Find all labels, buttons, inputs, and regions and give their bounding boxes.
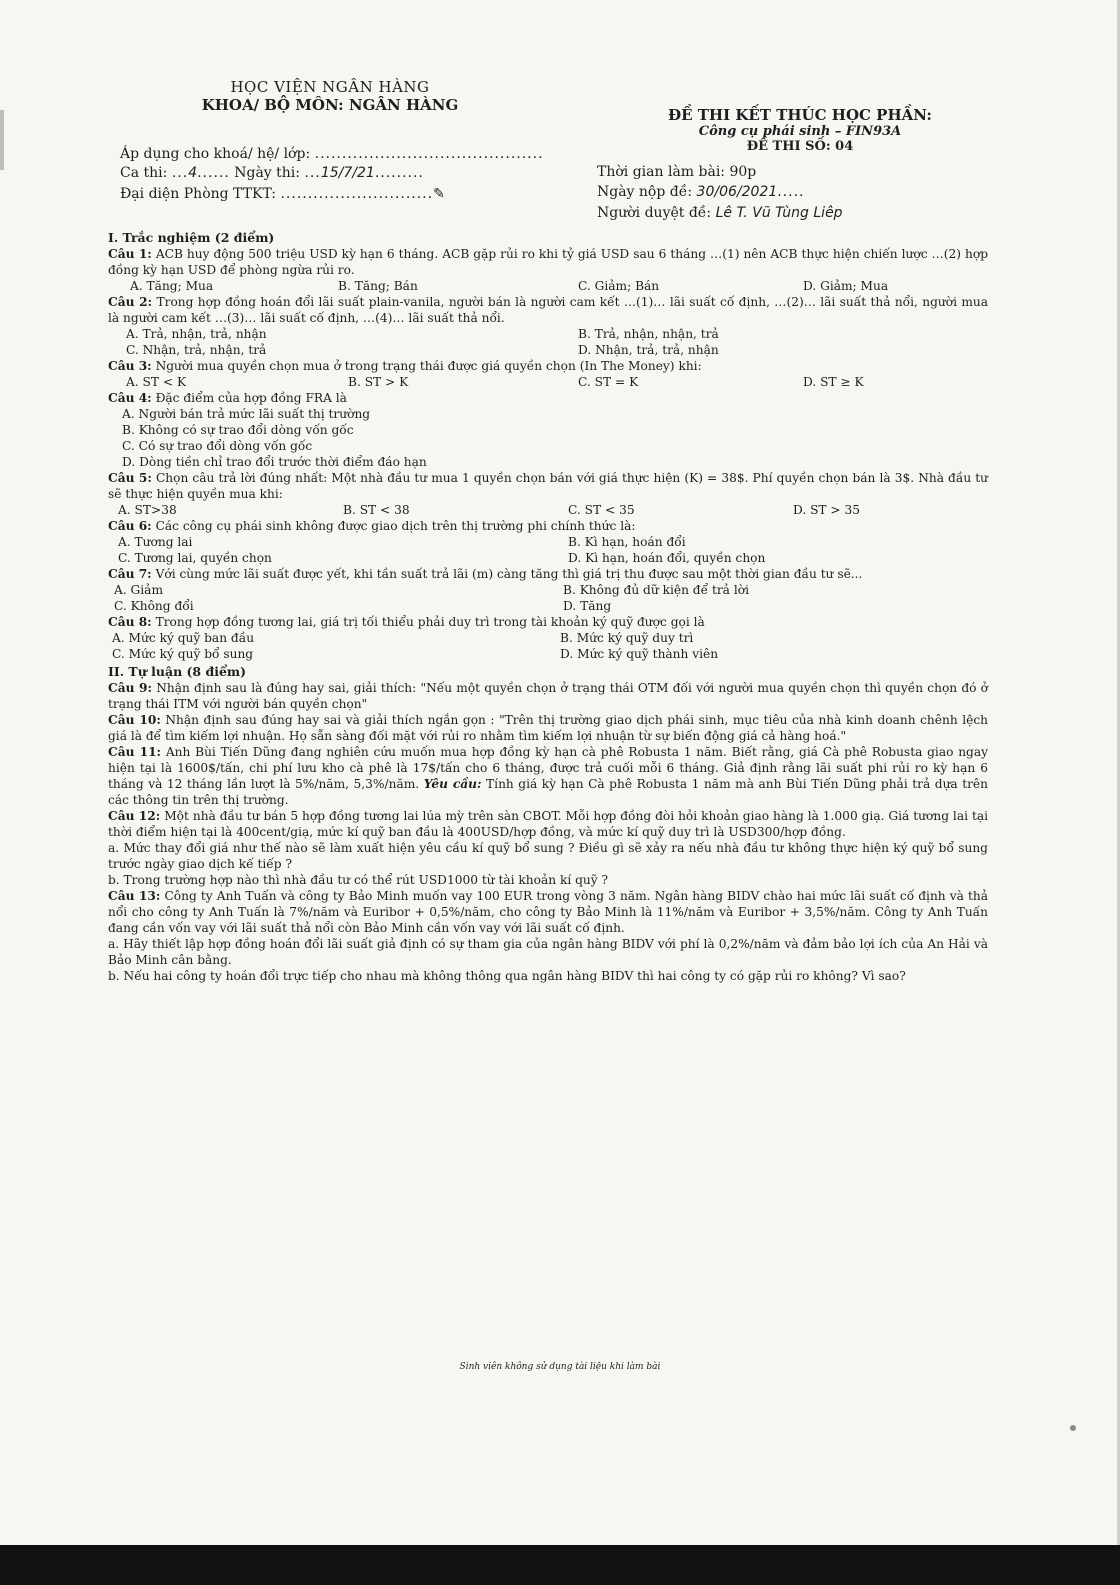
question-9: Câu 9: Nhận định sau là đúng hay sai, giải thích: "Nếu một quyền chọn ở trạng thái OTM đối với người mua quyền chọn thì quyền chọn đó ở trạng thái ITM với người bán quyền chọn" — [108, 681, 989, 711]
faculty-name: KHOA/ BỘ MÔN: NGÂN HÀNG — [201, 96, 459, 114]
question-13: Câu 13: Công ty Anh Tuấn và công ty Bảo Minh muốn vay 100 EUR trong vòng 3 năm. Ngân hàng BIDV chào hai mức lãi suất cố định và thả nổi cho công ty Anh Tuấn là 7%/năm và Euribor + 0,5%/năm, cho công ty Bảo Minh là 11%/năm và Euribor + 3,5%/năm. Công ty Anh Tuấn đang cần vốn vay với lãi suất thả nổi còn Bảo Minh cần vốn vay với lãi suất cố định. a. Hãy thiết lập hợp đồng hoán đổi lãi suất giả định có sự tham gia của ngân hàng BIDV với phí là 0,2%/năm và đảm bảo lợi ích của An Hải và Bảo Minh cân bằng. b. Nếu hai công ty hoán đổi trực tiếp cho nhau mà không thông qua ngân hàng BIDV thì hai công ty có gặp rủi ro không? Vì sao? — [108, 889, 988, 983]
question-4: Câu 4: Đặc điểm của hợp đồng FRA là A. Người bán trả mức lãi suất thị trường B. Không có sự trao đổi dòng vốn gốc C. Có sự trao đổi dòng vốn gốc D. Dòng tiền chỉ trao đổi trước thời điểm đáo hạn — [108, 391, 427, 469]
question-2: Câu 2: Trong hợp đồng hoán đổi lãi suất plain-vanila, người bán là người cam kết …(1)… lãi suất cố định, …(2)… lãi suất thả nổi, người mua là người cam kết …(3)… lãi suất cố định, …(4)… lãi suất thả nổi. A. Trả, nhận, trả, nhận B. Trả, nhận, nhận, trả C. Nhận, trả, nhận, trả D. Nhận, trả, trả, nhận — [108, 295, 988, 357]
institute-name: HỌC VIỆN NGÂN HÀNG — [230, 78, 430, 96]
section-mcq-title: I. Trắc nghiệm (2 điểm) — [108, 230, 275, 245]
approver-line — [597, 205, 843, 221]
shift-value: 4 — [188, 165, 198, 181]
date-label: Ngày thi: — [234, 165, 301, 181]
course-name: Công cụ phái sinh – FIN93A — [698, 124, 902, 139]
approver-signature: Lê T. Vũ Tùng Liêp — [715, 205, 843, 221]
submit-line: Ngày nộp đề: 30/06/2021..... — [597, 184, 805, 200]
shift-label: Ca thi: — [120, 165, 168, 181]
question-11: Câu 11: Anh Bùi Tiến Dũng đang nghiên cứu muốn mua hợp đồng kỳ hạn cà phê Robusta 1 năm. Biết rằng, giá Cà phê Robusta giao ngay hiện tại là 1600$/tấn, chi phí lưu kho cà phê là 17$/tấn cho 6 tháng, được trả cuối mỗi 6 tháng. Giả định rằng lãi suất phi rủi ro kỳ hạn 6 tháng và 12 tháng lần lượt là 5%/năm, 5,3%/năm. Yêu cầu: Tính giá kỳ hạn Cà phê Robusta 1 năm mà anh Bùi Tiến Dũng phải trả dựa trên các thông tin trên thị trường. — [108, 745, 989, 807]
rep-line: Đại diện Phòng TTKT: ............................✎ — [120, 186, 445, 202]
shift-line: Ca thi: ...4...... Ngày thi: ...15/7/21......... — [120, 165, 424, 181]
question-6: Câu 6: Các công cụ phái sinh không được giao dịch trên thị trường phi chính thức là: A. Tương lai B. Kì hạn, hoán đổi C. Tương lai, quyền chọn D. Kì hạn, hoán đổi, quyền chọn — [108, 519, 766, 565]
header-right — [590, 106, 1010, 154]
section-essay-title: II. Tự luận (8 điểm) — [108, 664, 247, 679]
scan-edge-bottom — [0, 1545, 1120, 1585]
question-7: Câu 7: Với cùng mức lãi suất được yết, khi tần suất trả lãi (m) càng tăng thì giá trị thu được sau một thời gian đầu tư sẽ... A. Giảm B. Không đủ dữ kiện để trả lời C. Không đổi D. Tăng — [108, 567, 863, 613]
date-value: 15/7/21 — [320, 165, 375, 181]
exam-header — [120, 78, 1020, 248]
question-5: Câu 5: Chọn câu trả lời đúng nhất: Một nhà đầu tư mua 1 quyền chọn bán với giá thực hiện (K) = 38$. Phí quyền chọn bán là 3$. Nhà đầu tư sẽ thực hiện quyền mua khi: A. ST>38 B. ST < 38 C. ST < 35 D. ST > 35 — [108, 471, 989, 517]
duration: Thời gian làm bài: 90p — [597, 164, 757, 180]
dot-mark — [1070, 1425, 1076, 1431]
submit-value: 30/06/2021 — [696, 184, 778, 200]
footer-note: Sinh viên không sử dụng tài liệu khi làm bài — [459, 1362, 661, 1372]
apply-label: Áp dụng cho khoá/ hệ/ lớp: — [120, 146, 311, 162]
submit-label: Ngày nộp đề: — [597, 184, 693, 200]
header-left — [120, 78, 540, 114]
exam-title: ĐỀ THI KẾT THÚC HỌC PHẦN: — [668, 106, 932, 124]
question-3: Câu 3: Người mua quyền chọn mua ở trong trạng thái được giá quyền chọn (In The Money) khi: A. ST < K B. ST > K C. ST = K D. ST ≥ K — [108, 359, 864, 389]
rep-label: Đại diện Phòng TTKT: — [120, 186, 277, 202]
apply-line — [120, 146, 544, 162]
scan-edge-left — [0, 110, 4, 170]
question-8: Câu 8: Trong hợp đồng tương lai, giá trị tối thiểu phải duy trì trong tài khoản ký quỹ được gọi là A. Mức ký quỹ ban đầu B. Mức ký quỹ duy trì C. Mức ký quỹ bổ sung D. Mức ký quỹ thành viên — [108, 615, 719, 661]
apply-dots: .......................................... — [314, 146, 544, 162]
approver-label: Người duyệt đề: — [597, 205, 712, 221]
exam-number: ĐỀ THI SỐ: 04 — [746, 139, 854, 154]
rep-signature-icon: ✎ — [433, 186, 445, 202]
question-12: Câu 12: Một nhà đầu tư bán 5 hợp đồng tương lai lúa mỳ trên sàn CBOT. Mỗi hợp đồng đòi hỏi khoản giao hàng là 1.000 giạ. Giá tương lai tại thời điểm hiện tại là 400cent/giạ, mức kí quỹ ban đầu là 400USD/hợp đồng, và mức kí quỹ duy trì là USD300/hợp đồng. a. Mức thay đổi giá như thế nào sẽ làm xuất hiện yêu cầu kí quỹ bổ sung ? Điều gì sẽ xảy ra nếu nhà đầu tư không thực hiện ký quỹ bổ sung trước ngày giao dịch kế tiếp ? b. Trong trường hợp nào thì nhà đầu tư có thể rút USD1000 từ tài khoản kí quỹ ? — [108, 809, 989, 887]
question-10: Câu 10: Nhận định sau đúng hay sai và giải thích ngắn gọn : "Trên thị trường giao dịch phái sinh, mục tiêu của nhà kinh doanh chênh lệch giá là để tìm kiếm lợi nhuận. Họ sẵn sàng đối mặt với rủi ro nhằm tìm kiếm lợi nhuận từ sự biến động giá cả hàng hoá." — [108, 713, 989, 743]
exam-body — [108, 228, 988, 984]
question-1: Câu 1: ACB huy động 500 triệu USD kỳ hạn 6 tháng. ACB gặp rủi ro khi tỷ giá USD sau 6 tháng …(1) nên ACB thực hiện chiến lược …(2) hợp đồng kỳ hạn USD để phòng ngừa rủi ro. A. Tăng; Mua B. Tăng; Bán C. Giảm; Bán D. Giảm; Mua — [108, 247, 988, 293]
